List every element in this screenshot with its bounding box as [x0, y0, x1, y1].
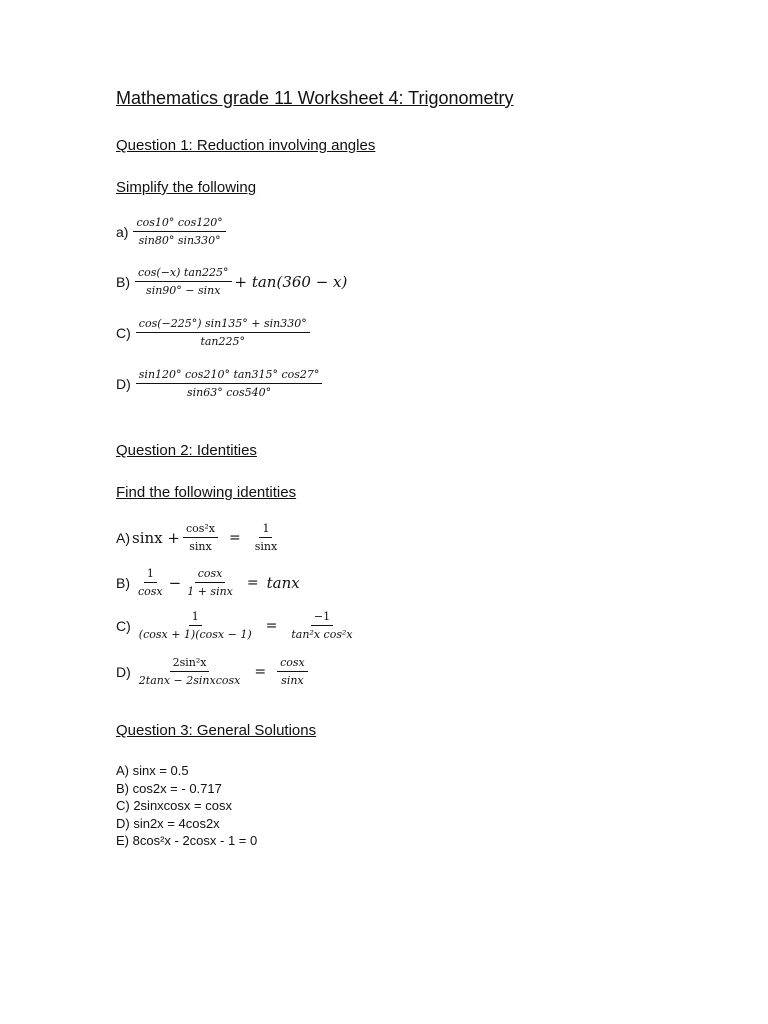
fraction: [136, 610, 255, 642]
fraction: [136, 317, 310, 349]
fraction: [135, 567, 166, 599]
item-label: D): [116, 376, 131, 392]
denominator: sinx: [281, 674, 304, 687]
q1-instruction: Simplify the following: [116, 179, 257, 196]
q2-item-a: [116, 522, 283, 554]
numerator: cos(−225°) sin135° + sin330°: [136, 317, 310, 333]
q1-item-d: [116, 368, 325, 400]
denominator: sin63° cos540°: [187, 386, 272, 399]
fraction: [133, 216, 225, 248]
numerator: −1: [311, 610, 333, 626]
numerator: cosx: [195, 567, 226, 583]
equals-sign: =: [265, 618, 278, 634]
numerator: 1: [259, 522, 272, 538]
item-label: C): [116, 618, 131, 634]
tail-term: + tan(360 − x): [234, 273, 348, 291]
item-label: C): [116, 325, 131, 341]
denominator: cosx: [138, 585, 163, 598]
q2-item-b: [116, 567, 300, 599]
worksheet-title: Mathematics grade 11 Worksheet 4: Trigonometry: [116, 88, 514, 108]
denominator: tan225°: [200, 335, 246, 348]
denominator: 2tanx − 2sinxcosx: [138, 674, 241, 687]
numerator: cos(−x) tan225°: [135, 266, 232, 282]
lhs-term: sinx +: [132, 529, 180, 547]
q3-heading: Question 3: General Solutions: [116, 722, 317, 739]
numerator: sin120° cos210° tan315° cos27°: [136, 368, 323, 384]
denominator: sin80° sin330°: [138, 234, 221, 247]
numerator: 1: [189, 610, 202, 626]
fraction: [136, 368, 323, 400]
numerator: cos²x: [183, 522, 218, 538]
numerator: 1: [144, 567, 157, 583]
fraction: [184, 567, 236, 599]
item-label: D): [116, 664, 131, 680]
q1-heading: Question 1: Reduction involving angles: [116, 137, 376, 154]
q2-item-d: [116, 656, 311, 688]
q2-heading: Question 2: Identities: [116, 442, 257, 459]
q3-item-e: E) 8cos²x - 2cosx - 1 = 0: [116, 833, 258, 848]
rhs-fraction: [288, 610, 355, 642]
equals-sign: =: [254, 664, 267, 680]
denominator: sinx: [189, 540, 212, 553]
item-label: A): [116, 530, 130, 546]
item-label: B): [116, 575, 130, 591]
q1-item-a: [116, 216, 229, 248]
numerator: cosx: [277, 656, 308, 672]
minus-sign: −: [168, 574, 182, 592]
denominator: tan²x cos²x: [291, 628, 353, 641]
q3-item-c: C) 2sinxcosx = cosx: [116, 798, 232, 813]
rhs-fraction: [252, 522, 280, 554]
denominator: (cosx + 1)(cosx − 1): [138, 628, 252, 641]
numerator: cos10° cos120°: [133, 216, 225, 232]
q1-item-c: [116, 317, 313, 349]
numerator: 2sin²x: [170, 656, 210, 672]
fraction: [183, 522, 218, 554]
denominator: 1 + sinx: [187, 585, 233, 598]
fraction: [135, 266, 232, 298]
denominator: sin90° − sinx: [146, 284, 221, 297]
equals-sign: =: [229, 530, 241, 546]
item-label: a): [116, 224, 129, 240]
item-label: B): [116, 274, 130, 290]
q3-item-d: D) sin2x = 4cos2x: [116, 815, 220, 831]
fraction: [136, 656, 244, 688]
equals-sign: =: [246, 575, 259, 591]
q2-instruction: Find the following identities: [116, 484, 297, 501]
rhs-fraction: [277, 656, 308, 688]
q3-item-b: B) cos2x = - 0.717: [116, 780, 222, 796]
q1-item-b: [116, 266, 347, 298]
q3-item-a: A) sinx = 0.5: [116, 763, 189, 778]
q3-solutions: [116, 762, 257, 850]
q2-item-c: [116, 610, 359, 642]
rhs-term: tanx: [266, 574, 300, 592]
denominator: sinx: [254, 540, 278, 553]
